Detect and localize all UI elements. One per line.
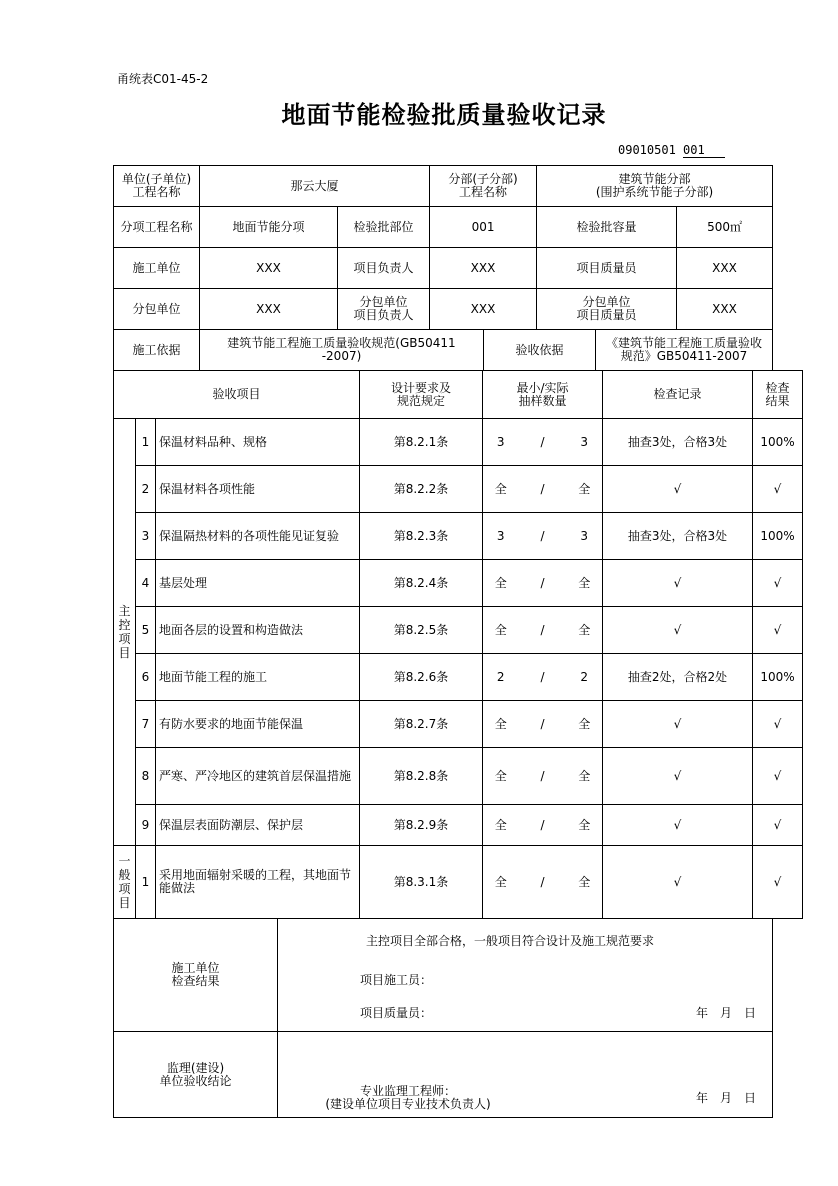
item-min: 2 <box>483 654 519 701</box>
item-no: 1 <box>136 846 156 919</box>
col-item-header: 验收项目 <box>114 371 360 419</box>
item-record: 抽查2处，合格2处 <box>603 654 753 701</box>
item-no: 7 <box>136 701 156 748</box>
item-result: √ <box>753 560 803 607</box>
table-row <box>114 607 803 654</box>
sub-pm-label: 分包单位 项目负责人 <box>338 289 430 330</box>
item-sep: / <box>519 805 567 846</box>
col-sample-header: 最小/实际 抽样数量 <box>483 371 603 419</box>
contractor-value: XXX <box>200 248 338 289</box>
item-no: 1 <box>136 419 156 466</box>
table-row <box>114 846 803 919</box>
sub-value: XXX <box>200 289 338 330</box>
item-name: 有防水要求的地面节能保温 <box>156 701 360 748</box>
unit-label: 单位(子单位) 工程名称 <box>114 166 200 207</box>
item-name: 基层处理 <box>156 560 360 607</box>
table-row <box>114 748 803 805</box>
item-actual: 3 <box>567 513 603 560</box>
item-spec: 第8.2.4条 <box>360 560 483 607</box>
capacity-label: 检验批容量 <box>537 207 677 248</box>
general-items <box>114 846 803 919</box>
main-items <box>114 419 803 846</box>
item-min: 全 <box>483 805 519 846</box>
item-spec: 第8.2.1条 <box>360 419 483 466</box>
supervise-label: 监理(建设) 单位验收结论 <box>114 1032 278 1118</box>
item-name: 采用地面辐射采暖的工程，其地面节能做法 <box>156 846 360 919</box>
item-name: 地面各层的设置和构造做法 <box>156 607 360 654</box>
table-row <box>114 654 803 701</box>
item-min: 3 <box>483 419 519 466</box>
item-min: 3 <box>483 513 519 560</box>
check-conclusion: 主控项目全部合格，一般项目符合设计及施工规范要求 <box>366 934 655 948</box>
item-actual: 全 <box>567 846 603 919</box>
item-sep: / <box>519 560 567 607</box>
item-sep: / <box>519 748 567 805</box>
check-signature-area <box>278 919 772 1031</box>
col-spec-header: 设计要求及 规范规定 <box>360 371 483 419</box>
main-control-label: 主 控 项 目 <box>114 419 136 846</box>
item-actual: 全 <box>567 560 603 607</box>
item-sep: / <box>519 513 567 560</box>
part-value: 001 <box>430 207 537 248</box>
col-result-header: 检查 结果 <box>753 371 803 419</box>
item-sep: / <box>519 466 567 513</box>
item-record: 抽查3处，合格3处 <box>603 513 753 560</box>
item-name: 严寒、严冷地区的建筑首层保温措施 <box>156 748 360 805</box>
part-label: 检验批部位 <box>338 207 430 248</box>
check-label: 施工单位 检查结果 <box>114 919 278 1032</box>
table-row <box>114 560 803 607</box>
item-no: 3 <box>136 513 156 560</box>
item-record: 抽查3处，合格3处 <box>603 419 753 466</box>
item-actual: 全 <box>567 701 603 748</box>
item-no: 9 <box>136 805 156 846</box>
item-name: 保温层表面防潮层、保护层 <box>156 805 360 846</box>
form-code: 甬统表C01-45-2 <box>117 72 209 86</box>
acc-basis-value: 《建筑节能工程施工质量验收 规范》GB50411-2007 <box>596 330 773 371</box>
basis-value: 建筑节能工程施工质量验收规范(GB50411 -2007) <box>200 330 484 371</box>
table-row <box>114 701 803 748</box>
item-value: 地面节能分项 <box>200 207 338 248</box>
doc-number: 09010501 <box>618 143 676 157</box>
table-row <box>114 805 803 846</box>
general-label: 一 般 项 目 <box>114 846 136 919</box>
item-no: 8 <box>136 748 156 805</box>
check-date: 年 月 日 <box>695 1006 756 1020</box>
worker-label: 项目施工员： <box>360 973 433 987</box>
item-result: 100% <box>753 419 803 466</box>
item-name: 地面节能工程的施工 <box>156 654 360 701</box>
item-record: √ <box>603 607 753 654</box>
table-row <box>114 513 803 560</box>
pm-value: XXX <box>430 248 537 289</box>
contractor-label: 施工单位 <box>114 248 200 289</box>
qm-value: XXX <box>677 248 773 289</box>
item-spec: 第8.2.3条 <box>360 513 483 560</box>
item-result: 100% <box>753 654 803 701</box>
item-actual: 全 <box>567 466 603 513</box>
item-no: 2 <box>136 466 156 513</box>
item-actual: 全 <box>567 607 603 654</box>
table-row <box>114 466 803 513</box>
item-spec: 第8.2.8条 <box>360 748 483 805</box>
item-actual: 3 <box>567 419 603 466</box>
item-min: 全 <box>483 748 519 805</box>
item-result: √ <box>753 701 803 748</box>
item-actual: 全 <box>567 748 603 805</box>
item-min: 全 <box>483 607 519 654</box>
items-table <box>113 370 803 919</box>
item-no: 5 <box>136 607 156 654</box>
sub-qm-value: XXX <box>677 289 773 330</box>
acc-basis-label: 验收依据 <box>484 330 596 371</box>
capacity-value: 500㎡ <box>677 207 773 248</box>
item-actual: 2 <box>567 654 603 701</box>
item-name: 保温材料各项性能 <box>156 466 360 513</box>
item-record: √ <box>603 701 753 748</box>
item-spec: 第8.2.2条 <box>360 466 483 513</box>
item-sep: / <box>519 846 567 919</box>
check-table <box>113 918 773 1118</box>
item-record: √ <box>603 466 753 513</box>
item-name: 保温材料品种、规格 <box>156 419 360 466</box>
item-sep: / <box>519 654 567 701</box>
item-actual: 全 <box>567 805 603 846</box>
doc-suffix: 001 <box>683 143 725 158</box>
item-record: √ <box>603 560 753 607</box>
info-table <box>113 165 773 330</box>
item-sep: / <box>519 607 567 654</box>
item-min: 全 <box>483 846 519 919</box>
engineer-label: 专业监理工程师： (建设单位项目专业技术负责人) <box>325 1084 491 1111</box>
item-spec: 第8.2.7条 <box>360 701 483 748</box>
item-no: 6 <box>136 654 156 701</box>
division-value: 建筑节能分部 (围护系统节能子分部) <box>537 166 773 207</box>
col-record-header: 检查记录 <box>603 371 753 419</box>
supervise-date: 年 月 日 <box>695 1091 756 1105</box>
supervise-signature-area <box>278 1032 772 1117</box>
item-label: 分项工程名称 <box>114 207 200 248</box>
item-record: √ <box>603 805 753 846</box>
item-result: √ <box>753 748 803 805</box>
table-row <box>114 419 803 466</box>
item-sep: / <box>519 701 567 748</box>
item-result: 100% <box>753 513 803 560</box>
item-result: √ <box>753 466 803 513</box>
basis-table <box>113 329 773 371</box>
item-min: 全 <box>483 560 519 607</box>
item-record: √ <box>603 846 753 919</box>
pm-label: 项目负责人 <box>338 248 430 289</box>
item-spec: 第8.2.5条 <box>360 607 483 654</box>
item-spec: 第8.2.9条 <box>360 805 483 846</box>
unit-value: 那云大厦 <box>200 166 430 207</box>
item-record: √ <box>603 748 753 805</box>
item-result: √ <box>753 846 803 919</box>
item-spec: 第8.2.6条 <box>360 654 483 701</box>
division-label: 分部(子分部) 工程名称 <box>430 166 537 207</box>
item-min: 全 <box>483 701 519 748</box>
sub-qm-label: 分包单位 项目质量员 <box>537 289 677 330</box>
qm-label: 项目质量员 <box>537 248 677 289</box>
document-number <box>618 143 725 158</box>
sub-label: 分包单位 <box>114 289 200 330</box>
page-title: 地面节能检验批质量验收记录 <box>281 101 607 129</box>
item-name: 保温隔热材料的各项性能见证复验 <box>156 513 360 560</box>
check-qm-label: 项目质量员： <box>360 1006 433 1020</box>
item-spec: 第8.3.1条 <box>360 846 483 919</box>
item-result: √ <box>753 805 803 846</box>
sub-pm-value: XXX <box>430 289 537 330</box>
item-sep: / <box>519 419 567 466</box>
basis-label: 施工依据 <box>114 330 200 371</box>
item-result: √ <box>753 607 803 654</box>
item-no: 4 <box>136 560 156 607</box>
item-min: 全 <box>483 466 519 513</box>
